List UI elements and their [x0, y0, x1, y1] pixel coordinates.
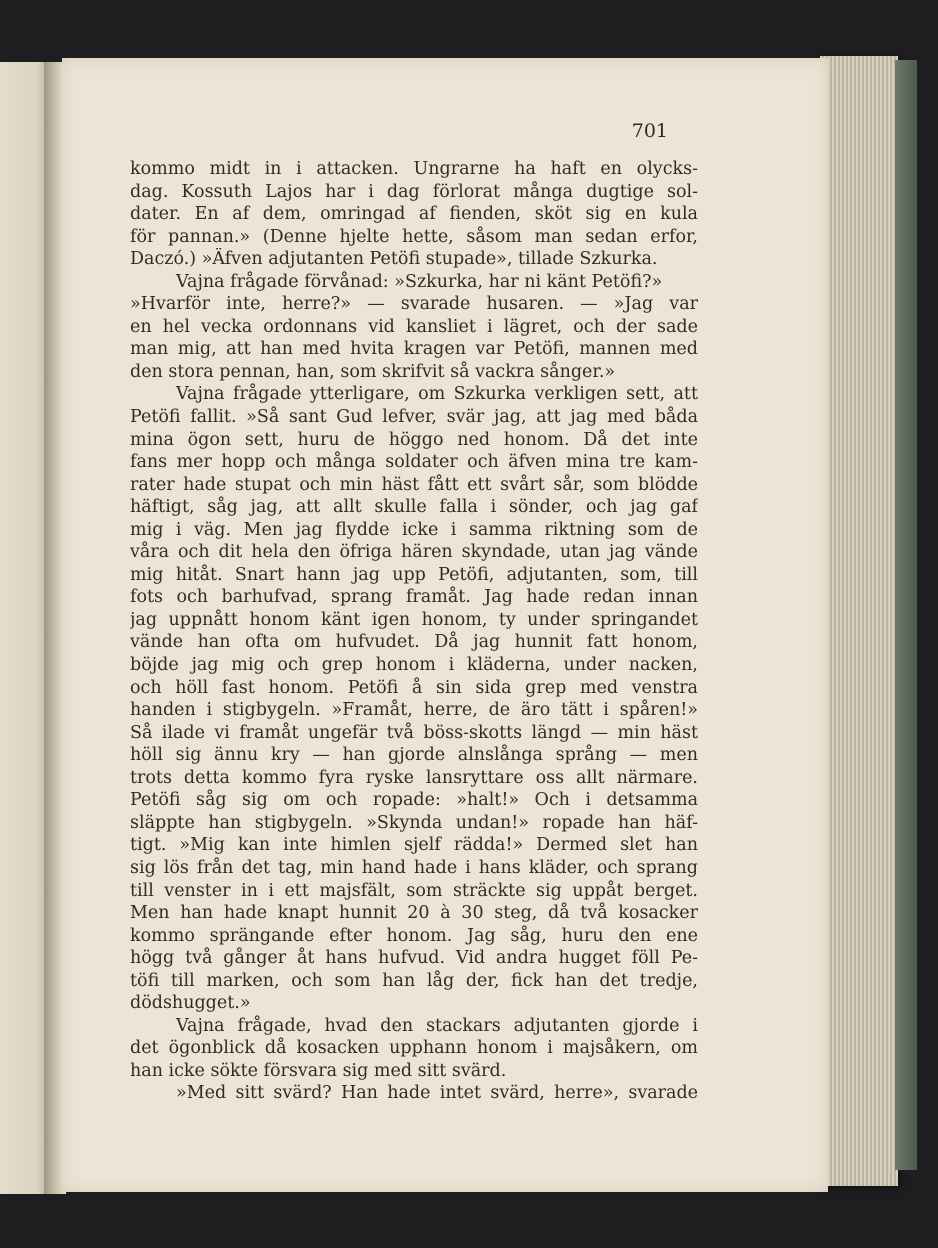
- text-line: en hel vecka ordonnans vid kansliet i lägret, och der sade: [130, 316, 698, 337]
- text-line: Men han hade knapt hunnit 20 à 30 steg, då två kosacker: [130, 903, 698, 924]
- text-line: häftigt, såg jag, att allt skulle falla i sönder, och jag gaf: [130, 497, 698, 518]
- text-line: tigt. »Mig kan inte himlen sjelf rädda!» Dermed slet han: [130, 835, 698, 856]
- text-line: vände han ofta om hufvudet. Då jag hunnit fatt honom,: [130, 632, 698, 653]
- text-line: Daczó.) »Äfven adjutanten Petöfi stupade», tillade Szkurka.: [130, 249, 658, 270]
- text-line: höll sig ännu kry — han gjorde alnslånga språng — men: [130, 745, 698, 766]
- text-line: Vajna frågade ytterligare, om Szkurka verkligen sett, att: [176, 384, 698, 405]
- text-line: Vajna frågade förvånad: »Szkurka, har ni känt Petöfi?»: [176, 271, 663, 292]
- text-line: Petöfi fallit. »Så sant Gud lefver, svär jag, att jag med båda: [130, 407, 698, 428]
- text-line: släppte han stigbygeln. »Skynda undan!» ropade han häf-: [130, 812, 698, 833]
- text-line: trots detta kommo fyra ryske lansryttare oss allt närmare.: [130, 767, 698, 788]
- text-line: dater. En af dem, omringad af fienden, sköt sig en kula: [130, 204, 698, 225]
- text-line: Så ilade vi framåt ungefär två böss-skotts längd — min häst: [130, 722, 698, 743]
- text-line: den stora pennan, han, som skrifvit så vackra sånger.»: [130, 361, 616, 382]
- text-line: högg två gånger åt hans hufvud. Vid andra hugget föll Pe-: [130, 948, 698, 969]
- text-line: det ögonblick då kosacken upphann honom i majsåkern, om: [130, 1038, 698, 1059]
- text-line: kommo midt in i attacken. Ungrarne ha haft en olycks-: [130, 159, 698, 179]
- text-line: mina ögon sett, huru de höggo ned honom. Då det inte: [130, 429, 698, 450]
- page-number: 701: [631, 120, 668, 142]
- text-line: fans mer hopp och många soldater och äfven mina tre kam-: [130, 452, 698, 473]
- text-line: mig hitåt. Snart hann jag upp Petöfi, adjutanten, som, till: [130, 564, 698, 585]
- text-line: jag uppnått honom känt igen honom, ty under springandet: [130, 609, 698, 630]
- text-line: kommo sprängande efter honom. Jag såg, huru den ene: [130, 925, 698, 946]
- text-line: sig lös från det tag, min hand hade i hans kläder, och sprang: [130, 857, 698, 878]
- text-line: man mig, att han med hvita kragen var Petöfi, mannen med: [130, 339, 698, 360]
- text-line: fots och barhufvad, sprang framåt. Jag hade redan innan: [130, 587, 698, 608]
- text-line: våra och dit hela den öfriga hären skyndade, utan jag vände: [130, 542, 698, 563]
- text-line: böjde jag mig och grep honom i kläderna, under nacken,: [130, 655, 698, 676]
- text-line: »Med sitt svärd? Han hade intet svärd, herre», svarade: [176, 1083, 698, 1104]
- text-line: till venster in i ett majsfält, som sträckte sig uppåt berget.: [130, 880, 698, 901]
- text-line: »Hvarför inte, herre?» — svarade husaren. — »Jag var: [130, 294, 698, 315]
- text-line: rater hade stupat och min häst fått ett svårt sår, som blödde: [130, 474, 698, 495]
- book-cover-edge: [895, 60, 917, 1170]
- text-line: Vajna frågade, hvad den stackars adjutanten gjorde i: [176, 1015, 698, 1036]
- text-line: dödshugget.»: [130, 993, 251, 1014]
- text-line: för pannan.» (Denne hjelte hette, såsom man sedan erfor,: [130, 226, 698, 247]
- text-line: dag. Kossuth Lajos har i dag förlorat många dugtige sol-: [130, 181, 698, 202]
- body-text: [130, 158, 698, 1105]
- text-line: töfi till marken, och som han låg der, fick han det tredje,: [130, 970, 698, 991]
- text-line: Petöfi såg sig om och ropade: »halt!» Och i detsamma: [130, 790, 698, 811]
- text-line: mig i väg. Men jag flydde icke i samma riktning som de: [130, 519, 698, 540]
- text-line: handen i stigbygeln. »Framåt, herre, de äro tätt i spåren!»: [130, 700, 698, 721]
- text-line: och höll fast honom. Petöfi å sin sida grep med venstra: [130, 677, 698, 698]
- page-edges: [820, 56, 898, 1186]
- text-line: han icke sökte försvara sig med sitt svärd.: [130, 1060, 507, 1081]
